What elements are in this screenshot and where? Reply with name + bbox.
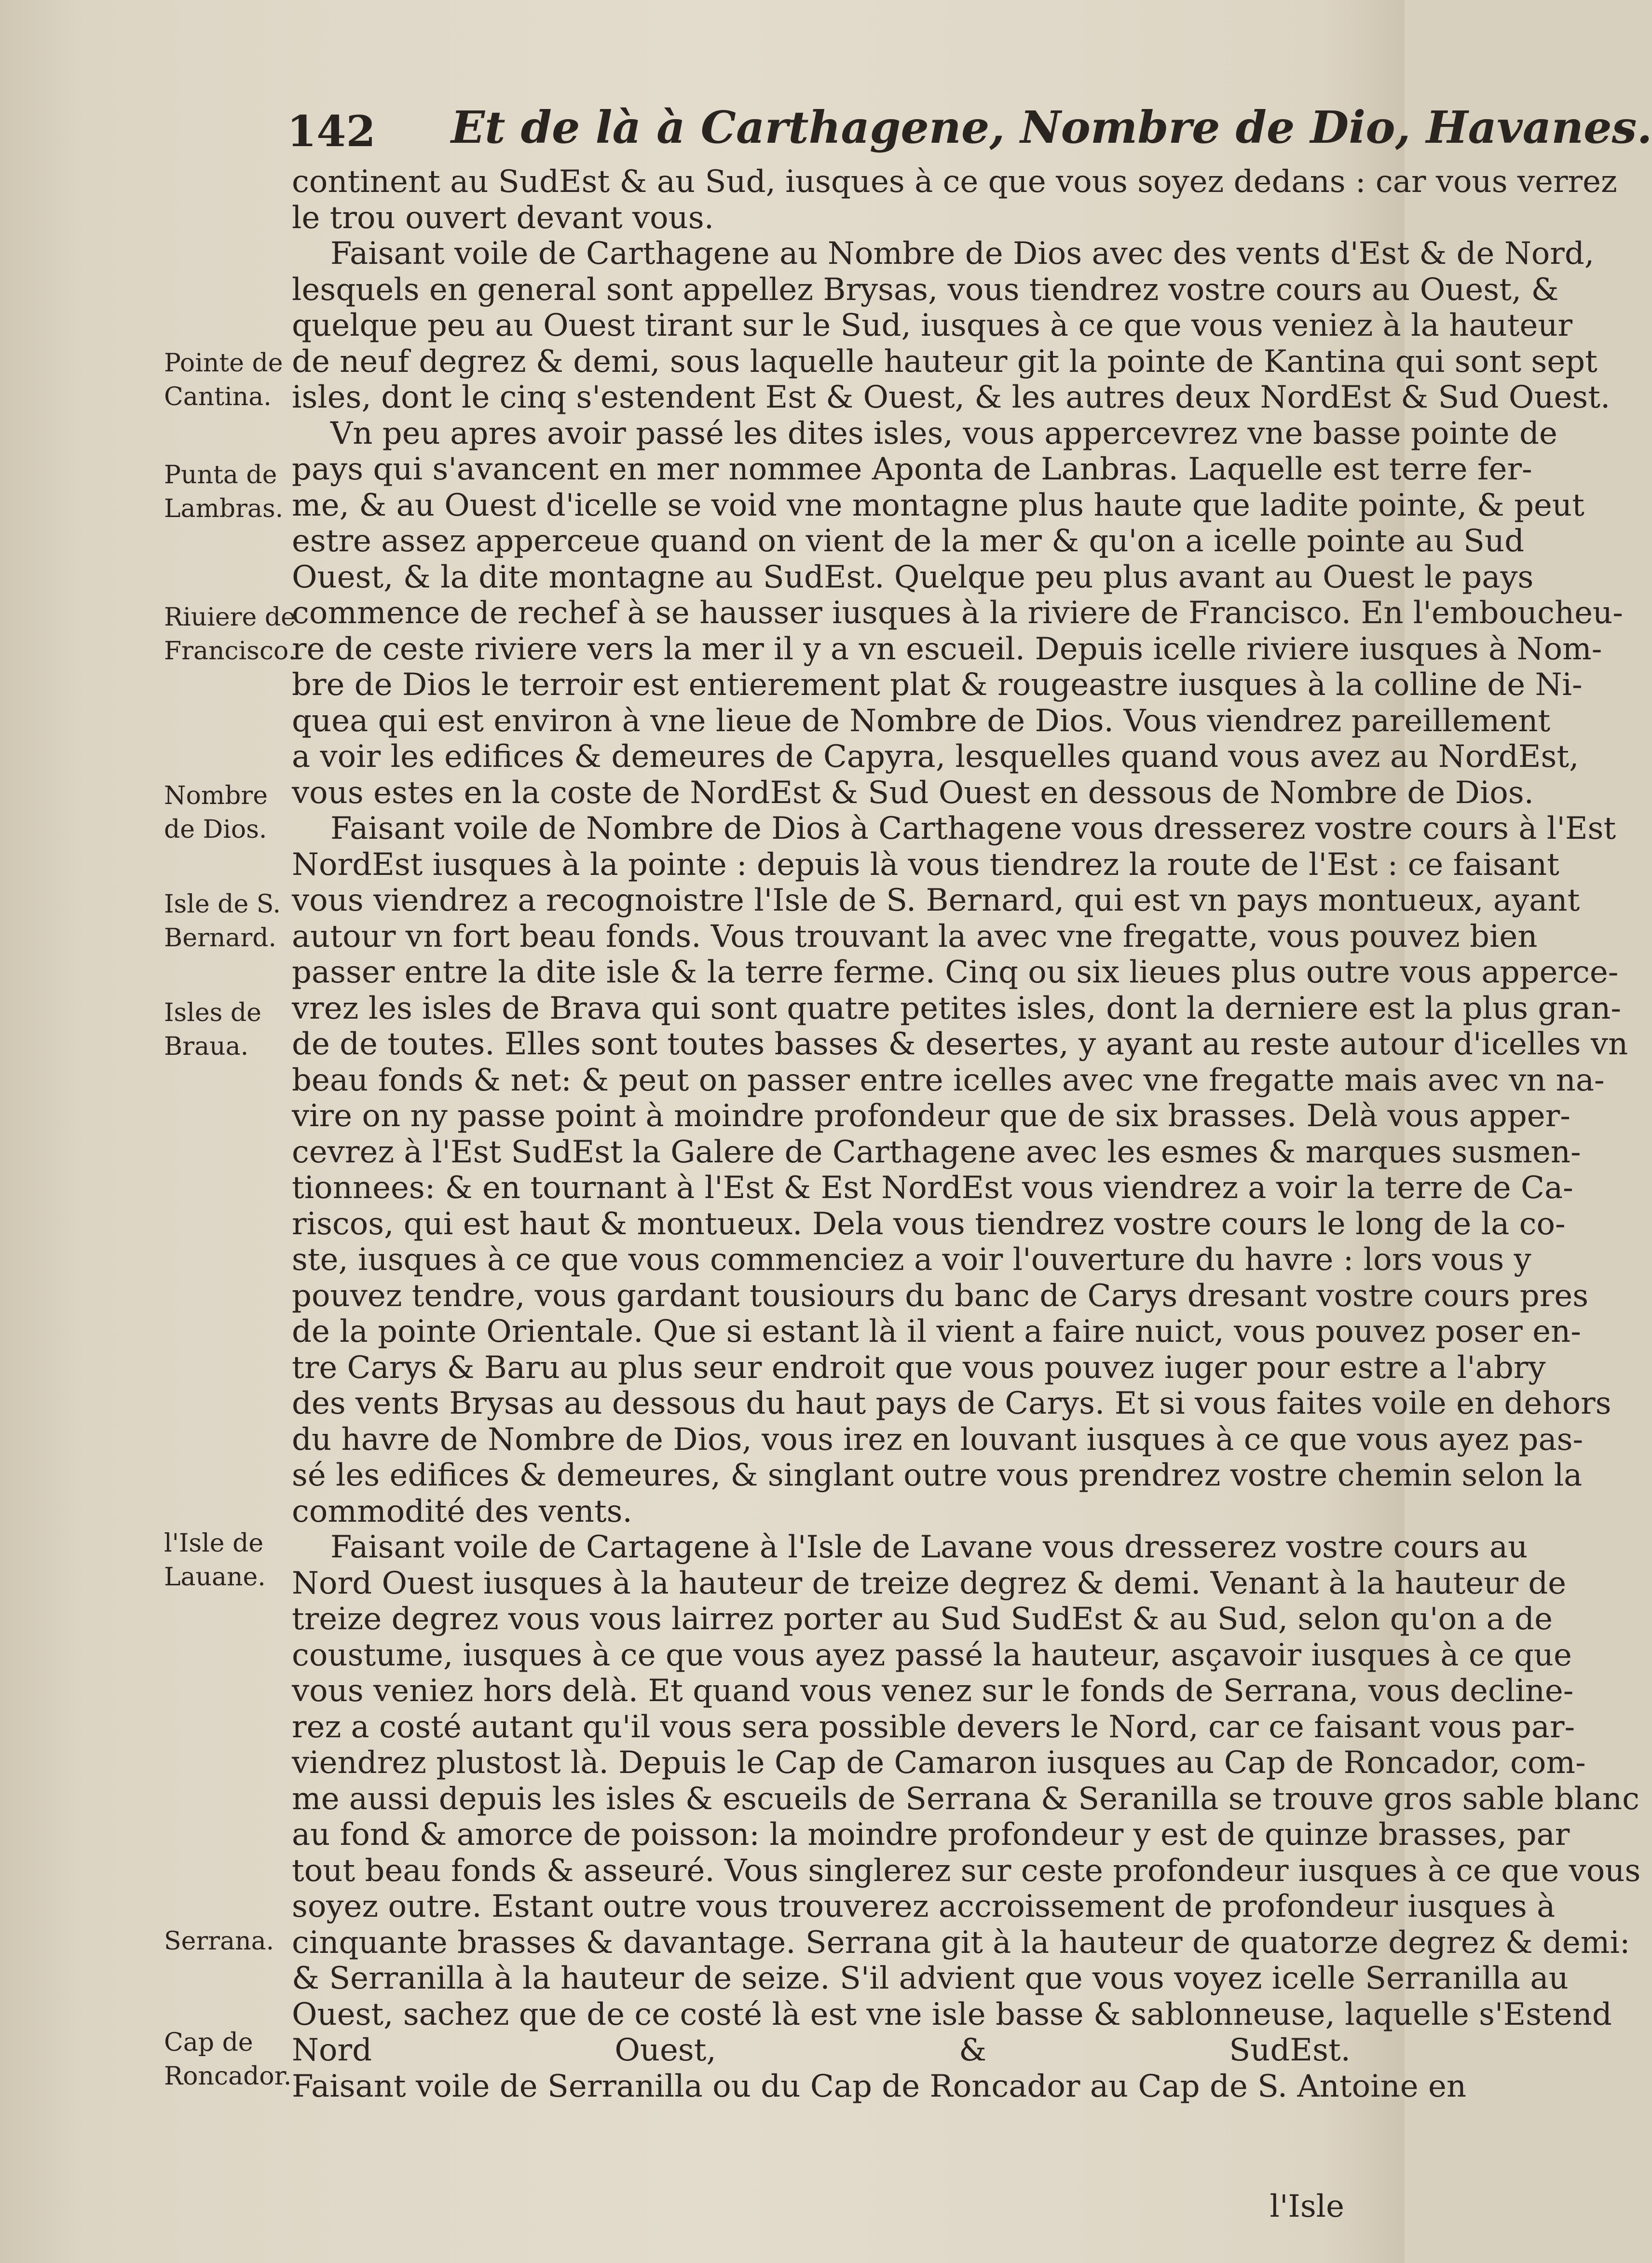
text-line: des vents Brysas au dessous du haut pays de Carys. Et si vous faites voile en dehors [292, 1386, 1611, 1421]
page-number: 142 [287, 106, 376, 156]
text-line: bre de Dios le terroir est entierement plat & rougeastre iusques à la colline de Ni- [292, 667, 1583, 703]
margin-note-isles-brava: Isles de Braua. [164, 998, 261, 1061]
text-line: du havre de Nombre de Dios, vous irez en louvant iusques à ce que vous ayez pas- [292, 1421, 1584, 1458]
text-line: commence de rechef à se hausser iusques à la riviere de Francisco. En l'emboucheu- [292, 595, 1623, 631]
text-line: pouvez tendre, vous gardant tousiours du banc de Carys dresant vostre cours pres [292, 1278, 1589, 1314]
text-line: au fond & amorce de poisson: la moindre profondeur y est de quinze brasses, par [292, 1817, 1570, 1853]
text-line: coustume, iusques à ce que vous ayez passé la hauteur, asçavoir iusques à ce que [292, 1637, 1572, 1673]
text-line: Faisant voile de Carthagene au Nombre de Dios avec des vents d'Est & de Nord, [330, 236, 1595, 272]
text-line: beau fonds & net: & peut on passer entre icelles avec vne fregatte mais avec vn na- [292, 1062, 1605, 1098]
text-line: pays qui s'avancent en mer nommee Aponta de Lanbras. Laquelle est terre fer- [292, 451, 1532, 487]
margin-note-riviere-francisco: Riuiere de Francisco. [164, 603, 296, 666]
text-line: re de ceste riviere vers la mer il y a vn escueil. Depuis icelle riviere iusques à Nom- [292, 631, 1602, 667]
text-line: a voir les edifices & demeures de Capyra, lesquelles quand vous avez au NordEst, [292, 739, 1579, 775]
text-line: vous veniez hors delà. Et quand vous venez sur le fonds de Serrana, vous decline- [292, 1673, 1574, 1709]
running-title: Et de là à Carthagene, Nombre de Dio, Havanes. [451, 101, 1652, 153]
text-line: me, & au Ouest d'icelle se void vne montagne plus haute que ladite pointe, & peut [292, 487, 1584, 523]
text-line: cevrez à l'Est SudEst la Galere de Carthagene avec les esmes & marques susmen- [292, 1134, 1581, 1170]
text-line: Ouest, & la dite montagne au SudEst. Quelque peu plus avant au Ouest le pays [292, 559, 1534, 595]
text-line: continent au SudEst & au Sud, iusques à ce que vous soyez dedans : car vous verrez [292, 164, 1617, 200]
text-line: de la pointe Orientale. Que si estant là il vient a faire nuict, vous pouvez poser en- [292, 1314, 1581, 1350]
margin-note-punta-lambras: Punta de Lambras. [164, 461, 284, 523]
text-line: lesquels en general sont appellez Brysas, vous tiendrez vostre cours au Ouest, & [292, 272, 1559, 308]
text-line: treize degrez vous vous lairrez porter au Sud SudEst & au Sud, selon qu'on a de [292, 1601, 1553, 1637]
text-line: viendrez plustost là. Depuis le Cap de Camaron iusques au Cap de Roncador, com- [292, 1745, 1586, 1781]
text-line: tionnees: & en tournant à l'Est & Est NordEst vous viendrez a voir la terre de Ca- [292, 1170, 1573, 1206]
text-line: commodité des vents. [292, 1493, 632, 1529]
catchword: l'Isle [1270, 2189, 1344, 2224]
margin-note-pointe-cantina: Pointe de Cantina. [164, 349, 283, 411]
text-line: tre Carys & Baru au plus seur endroit que vous pouvez iuger pour estre a l'abry [292, 1350, 1546, 1386]
text-line: quea qui est environ à vne lieue de Nombre de Dios. Vous viendrez pareillement [292, 703, 1551, 739]
margin-note-isle-bernard: Isle de S. Bernard. [164, 890, 281, 953]
text-line: NordEst iusques à la pointe : depuis là vous tiendrez la route de l'Est : ce faisant [292, 846, 1559, 883]
text-line: rez a costé autant qu'il vous sera possible devers le Nord, car ce faisant vous par- [292, 1709, 1575, 1745]
text-line: me aussi depuis les isles & escueils de Serrana & Seranilla se trouve gros sable blanc [292, 1781, 1639, 1817]
text-line: soyez outre. Estant outre vous trouverez accroissement de profondeur iusques à [292, 1889, 1556, 1924]
margin-note-isle-lauane: l'Isle de Lauane. [164, 1529, 266, 1592]
text-line: vous estes en la coste de NordEst & Sud Ouest en dessous de Nombre de Dios. [292, 775, 1534, 811]
text-line: Faisant voile de Nombre de Dios à Carthagene vous dresserez vostre cours à l'Est [330, 811, 1616, 846]
text-line: autour vn fort beau fonds. Vous trouvant la avec vne fregatte, vous pouvez bien [292, 918, 1538, 954]
text-line: Nord Ouest, & SudEst. [292, 2032, 1351, 2068]
page-header [287, 92, 1652, 164]
text-line: tout beau fonds & asseuré. Vous singlerez sur ceste profondeur iusques à ce que vous [292, 1853, 1641, 1889]
margin-note-serrana: Serrana. [164, 1927, 274, 1956]
text-line: isles, dont le cinq s'estendent Est & Ouest, & les autres deux NordEst & Sud Ouest. [292, 380, 1611, 415]
text-line: Nord Ouest iusques à la hauteur de treize degrez & demi. Venant à la hauteur de [292, 1565, 1567, 1601]
margin-note-cap-roncador: Cap de Roncador. [164, 2028, 292, 2091]
text-line: passer entre la dite isle & la terre ferme. Cinq ou six lieues plus outre vous apperce- [292, 954, 1619, 990]
text-line: de de toutes. Elles sont toutes basses & desertes, y ayant au reste autour d'icelles vn [292, 1026, 1628, 1062]
text-line: le trou ouvert devant vous. [292, 200, 714, 236]
text-line: riscos, qui est haut & montueux. Dela vous tiendrez vostre cours le long de la co- [292, 1206, 1566, 1242]
text-line: Vn peu apres avoir passé les dites isles, vous appercevrez vne basse pointe de [330, 415, 1557, 451]
text-line: vire on ny passe point à moindre profondeur que de six brasses. Delà vous apper- [292, 1098, 1570, 1134]
text-line: vous viendrez a recognoistre l'Isle de S. Bernard, qui est vn pays montueux, ayant [292, 883, 1580, 918]
text-line: de neuf degrez & demi, sous laquelle hauteur git la pointe de Kantina qui sont sept [292, 343, 1597, 380]
text-line: sé les edifices & demeures, & singlant outre vous prendrez vostre chemin selon la [292, 1458, 1583, 1493]
text-line: cinquante brasses & davantage. Serrana git à la hauteur de quatorze degrez & demi: [292, 1924, 1630, 1961]
text-line: estre assez apperceue quand on vient de la mer & qu'on a icelle pointe au Sud [292, 523, 1525, 559]
text-line: vrez les isles de Brava qui sont quatre petites isles, dont la derniere est la plus gran- [292, 990, 1621, 1026]
text-line: & Serranilla à la hauteur de seize. S'il advient que vous voyez icelle Serranilla au [292, 1961, 1569, 1996]
text-line: quelque peu au Ouest tirant sur le Sud, iusques à ce que vous veniez à la hauteur [292, 308, 1573, 343]
text-line: Faisant voile de Serranilla ou du Cap de Roncador au Cap de S. Antoine en [292, 2068, 1467, 2104]
body-text [292, 164, 1641, 2104]
text-line: ste, iusques à ce que vous commenciez a voir l'ouverture du havre : lors vous y [292, 1242, 1531, 1278]
text-line: Faisant voile de Cartagene à l'Isle de Lavane vous dresserez vostre cours au [330, 1529, 1528, 1565]
margin-note-nombre-dios: Nombre de Dios. [164, 781, 268, 844]
text-line: Ouest, sachez que de ce costé là est vne isle basse & sablonneuse, laquelle s'Estend [292, 1996, 1612, 2032]
